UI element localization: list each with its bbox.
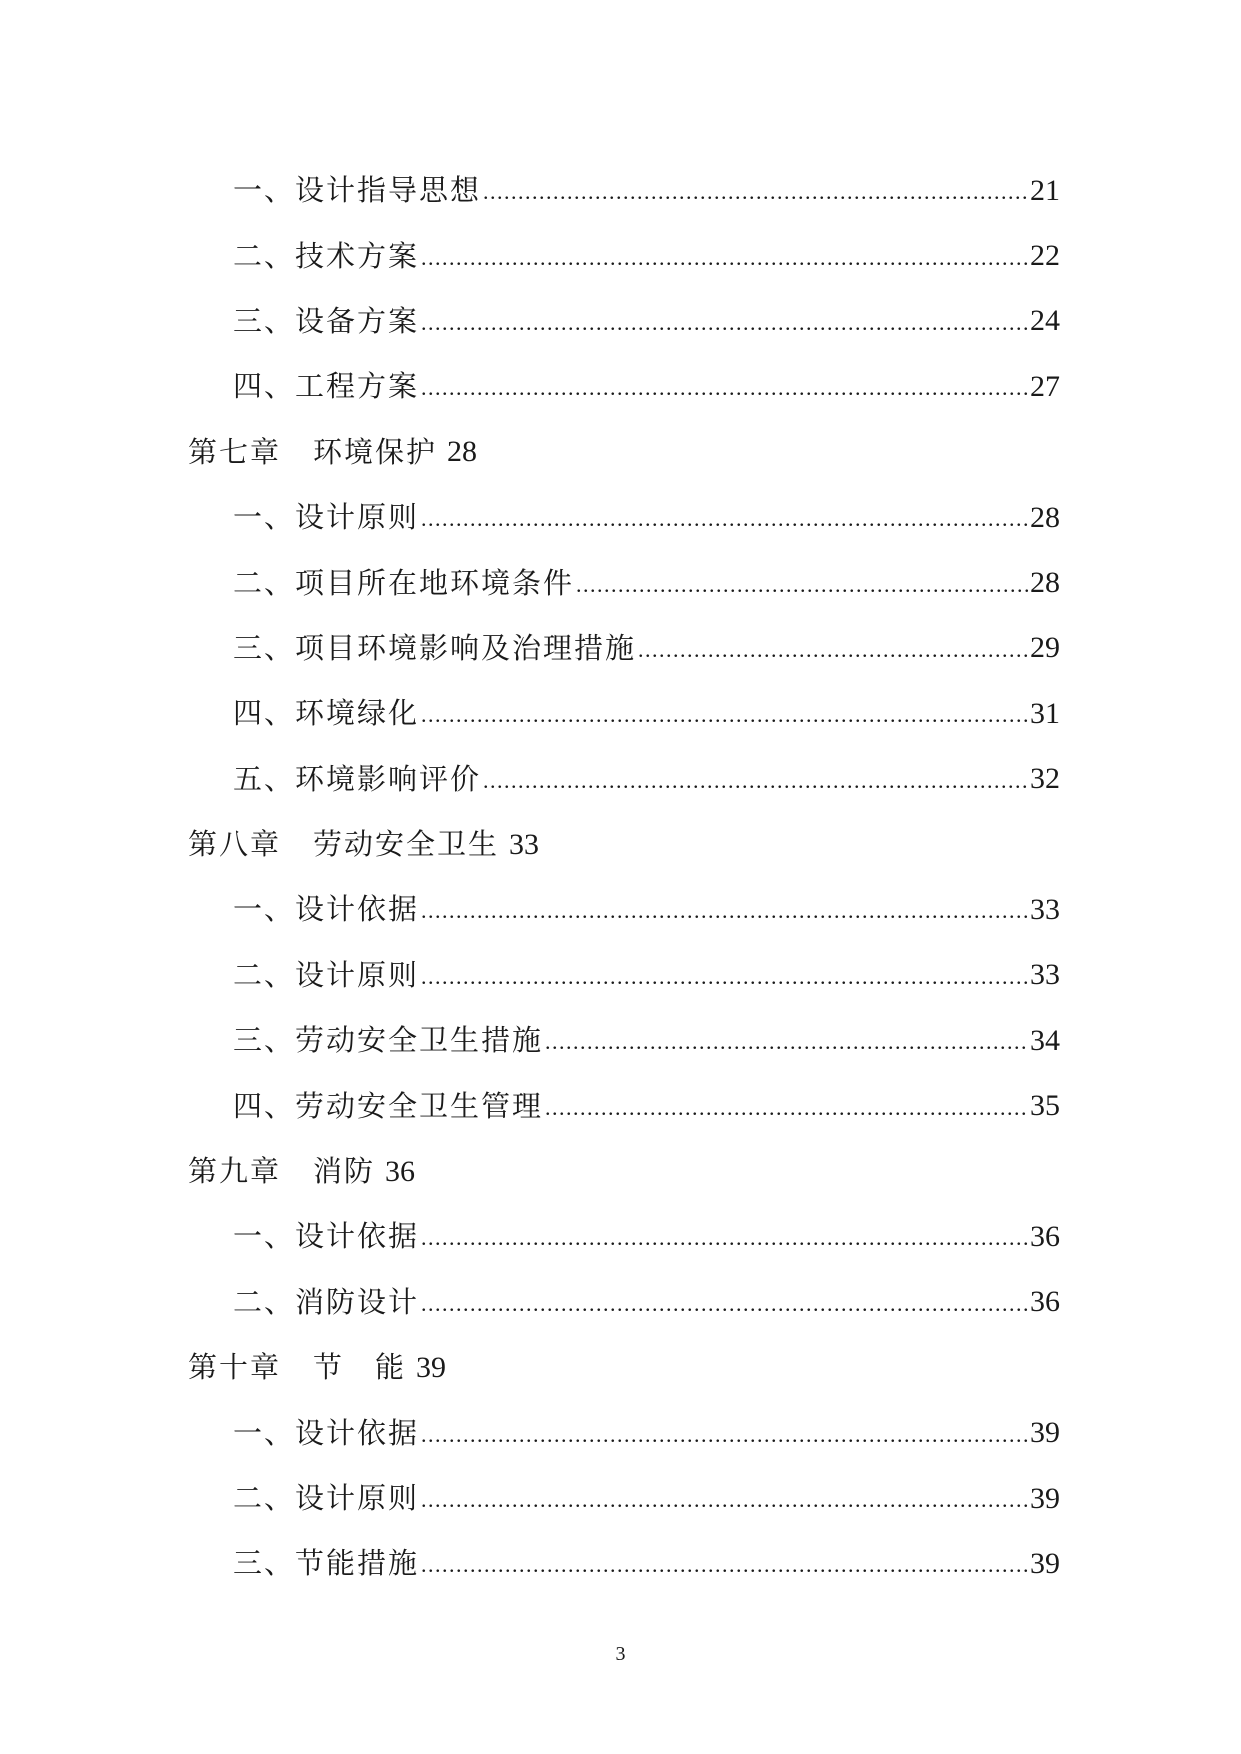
toc-entry-title: 四、工程方案 bbox=[233, 369, 420, 404]
toc-entry-page-number: 39 bbox=[1030, 1546, 1060, 1580]
toc-entry-page-number: 34 bbox=[1030, 1023, 1060, 1057]
dot-leader bbox=[545, 1092, 1029, 1121]
toc-entry-title: 一、设计依据 bbox=[233, 892, 420, 927]
toc-entry-page-number: 28 bbox=[1030, 566, 1060, 600]
toc-entry bbox=[188, 943, 1060, 1008]
toc-entry-page-number: 35 bbox=[1030, 1089, 1060, 1123]
toc-entry bbox=[188, 1270, 1060, 1335]
toc-entry-title: 三、设备方案 bbox=[233, 303, 420, 338]
dot-leader bbox=[421, 1549, 1029, 1578]
dot-leader bbox=[421, 242, 1029, 271]
chapter-number: 第七章 bbox=[188, 434, 282, 469]
chapter-title: 环境保护 bbox=[313, 434, 438, 469]
dot-leader bbox=[421, 372, 1029, 401]
chapter-number: 第十章 bbox=[188, 1350, 282, 1385]
chapter-number: 第九章 bbox=[188, 1154, 282, 1189]
toc-entry-title: 二、消防设计 bbox=[233, 1284, 420, 1319]
toc-entry-title: 三、劳动安全卫生措施 bbox=[233, 1023, 544, 1058]
toc-entry-page-number: 36 bbox=[1030, 1285, 1060, 1319]
dot-leader bbox=[545, 1026, 1029, 1055]
toc-entry-title: 二、设计原则 bbox=[233, 1481, 420, 1515]
dot-leader bbox=[421, 1484, 1029, 1513]
toc-entry bbox=[188, 289, 1060, 354]
toc-chapter-heading bbox=[188, 1139, 1060, 1204]
toc-entry bbox=[188, 616, 1060, 681]
toc-entry bbox=[188, 1073, 1060, 1138]
toc-entry-title: 一、设计依据 bbox=[233, 1415, 420, 1450]
page-number: 3 bbox=[615, 1643, 626, 1665]
toc-entry bbox=[188, 1204, 1060, 1269]
dot-leader bbox=[421, 1222, 1029, 1251]
toc-entry-page-number: 36 bbox=[1030, 1219, 1060, 1253]
toc-entry-page-number: 32 bbox=[1030, 762, 1060, 796]
toc-chapter-heading bbox=[188, 812, 1060, 877]
toc-entry bbox=[188, 1531, 1060, 1596]
toc-entry-title: 二、项目所在地环境条件 bbox=[233, 565, 575, 600]
toc-entry bbox=[188, 1400, 1060, 1465]
toc-entry-title: 四、劳动安全卫生管理 bbox=[233, 1088, 544, 1123]
toc-entry-page-number: 39 bbox=[1030, 1481, 1060, 1515]
toc-entry bbox=[188, 354, 1060, 419]
chapter-title: 劳动安全卫生 bbox=[313, 827, 500, 862]
toc-entry-title: 二、技术方案 bbox=[233, 238, 420, 273]
toc-entry-title: 三、项目环境影响及治理措施 bbox=[233, 630, 637, 665]
toc-entry bbox=[188, 223, 1060, 288]
toc-entry-page-number: 28 bbox=[1030, 500, 1060, 534]
toc-entry bbox=[188, 485, 1060, 550]
dot-leader bbox=[638, 634, 1029, 663]
toc-entry-title: 一、设计指导思想 bbox=[233, 173, 482, 208]
chapter-page-number: 36 bbox=[385, 1154, 416, 1188]
toc-entry-title: 二、设计原则 bbox=[233, 957, 420, 992]
toc-entry-page-number: 21 bbox=[1030, 173, 1060, 207]
toc-entry-page-number: 27 bbox=[1030, 369, 1060, 403]
toc-entry bbox=[188, 877, 1060, 942]
toc-entry-page-number: 31 bbox=[1030, 696, 1060, 730]
toc-chapter-heading bbox=[188, 420, 1060, 485]
toc-entry-page-number: 33 bbox=[1030, 958, 1060, 992]
toc-entry-page-number: 39 bbox=[1030, 1416, 1060, 1450]
toc-entry bbox=[188, 1466, 1060, 1531]
dot-leader bbox=[421, 699, 1029, 728]
toc-entry-page-number: 29 bbox=[1030, 631, 1060, 665]
dot-leader bbox=[421, 307, 1029, 336]
toc-entry bbox=[188, 550, 1060, 615]
chapter-title: 消防 bbox=[313, 1154, 376, 1189]
toc-entry-page-number: 24 bbox=[1030, 304, 1060, 338]
dot-leader bbox=[576, 569, 1029, 598]
chapter-number: 第八章 bbox=[188, 827, 282, 862]
toc-entry-title: 四、环境绿化 bbox=[233, 696, 420, 731]
toc-entry bbox=[188, 158, 1060, 223]
chapter-page-number: 28 bbox=[447, 435, 478, 469]
dot-leader bbox=[421, 895, 1029, 924]
toc-entry-page-number: 22 bbox=[1030, 239, 1060, 273]
dot-leader bbox=[483, 765, 1029, 794]
chapter-title: 节 能 bbox=[313, 1350, 407, 1385]
toc-entry-title: 一、设计原则 bbox=[233, 500, 420, 535]
dot-leader bbox=[421, 1288, 1029, 1317]
dot-leader bbox=[421, 1419, 1029, 1448]
toc-entry-page-number: 33 bbox=[1030, 892, 1060, 926]
toc-entry-title: 一、设计依据 bbox=[233, 1219, 420, 1254]
table-of-contents bbox=[188, 158, 1060, 1597]
toc-entry-title: 三、节能措施 bbox=[233, 1546, 420, 1581]
dot-leader bbox=[421, 503, 1029, 532]
chapter-page-number: 39 bbox=[416, 1350, 447, 1384]
toc-entry bbox=[188, 1008, 1060, 1073]
toc-chapter-heading bbox=[188, 1335, 1060, 1400]
toc-entry-title: 五、环境影响评价 bbox=[233, 761, 482, 796]
chapter-page-number: 33 bbox=[509, 827, 540, 861]
dot-leader bbox=[421, 961, 1029, 990]
toc-entry bbox=[188, 747, 1060, 812]
toc-entry bbox=[188, 681, 1060, 746]
dot-leader bbox=[483, 176, 1029, 205]
